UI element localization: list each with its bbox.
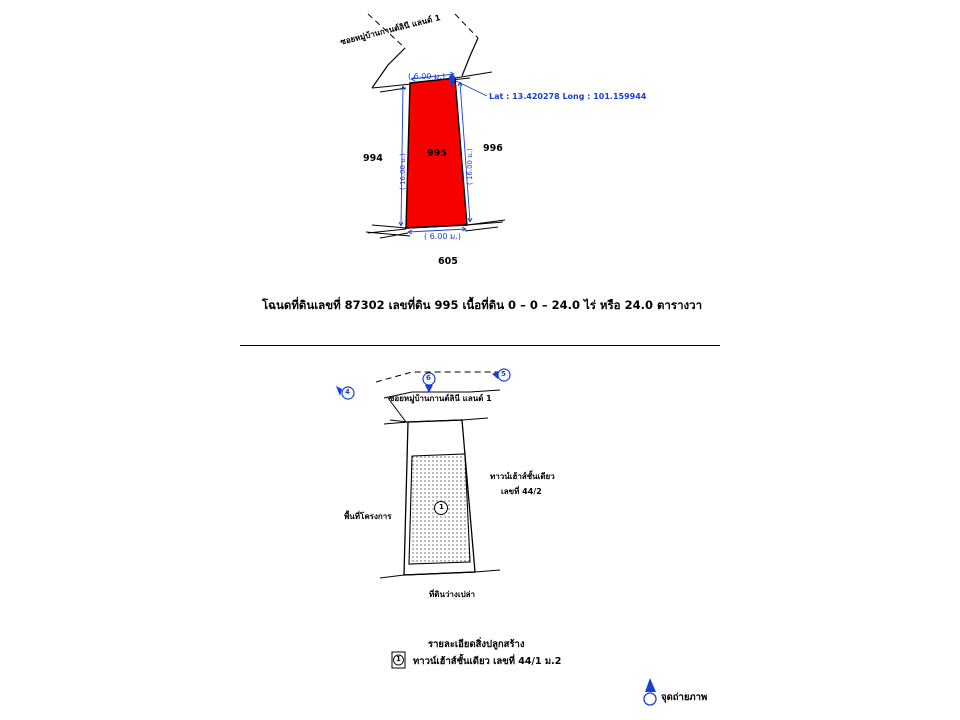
parcel-number-995: 995 — [427, 148, 447, 159]
legend-title: รายละเอียดสิ่งปลูกสร้าง — [428, 639, 525, 650]
neighbor-parcel-605: 605 — [438, 256, 458, 267]
project-area-label: พื้นที่โครงการ — [344, 512, 392, 521]
bottom-road-label: ซอยหมู่บ้านกานต์ลินี แลนด์ 1 — [389, 394, 492, 403]
neighbor-parcel-994: 994 — [363, 153, 383, 164]
coordinate-label: Lat : 13.420278 Long : 101.159944 — [489, 92, 647, 101]
building-marker-label: 1 — [439, 503, 444, 511]
top-dim-left-label: ( 16.00 ม.) — [399, 153, 407, 190]
legend-marker-label: 1 — [396, 655, 401, 663]
right-building-label-line2: เลขที่ 44/2 — [501, 487, 542, 496]
top-dim-right-label: ( 16.00 ม.) — [466, 148, 474, 185]
marker-4-label: 4 — [345, 388, 350, 396]
marker-5-label: 5 — [501, 370, 506, 378]
marker-6-label: 6 — [426, 374, 431, 382]
legend-item-label: ทาวน์เฮ้าส์ชั้นเดียว เลขที่ 44/1 ม.2 — [413, 656, 562, 667]
empty-land-label: ที่ดินว่างเปล่า — [429, 590, 476, 599]
neighbor-parcel-996: 996 — [483, 143, 503, 154]
parcel-caption: โฉนดที่ดินเลขที่ 87302 เลขที่ดิน 995 เนื้อที่ดิน 0 – 0 – 24.0 ไร่ หรือ 24.0 ตารางวา — [262, 298, 703, 312]
photo-point-label: จุดถ่ายภาพ — [661, 692, 708, 703]
top-dim-top-label: ( 6.00 ม.) — [408, 72, 445, 81]
top-dim-bottom-label: ( 6.00 ม.) — [424, 232, 461, 241]
right-building-label-line1: ทาวน์เฮ้าส์ชั้นเดียว — [490, 472, 555, 481]
top-road-label: ซอยหมู่บ้านกานต์ลินี แลนด์ 1 — [339, 13, 442, 47]
